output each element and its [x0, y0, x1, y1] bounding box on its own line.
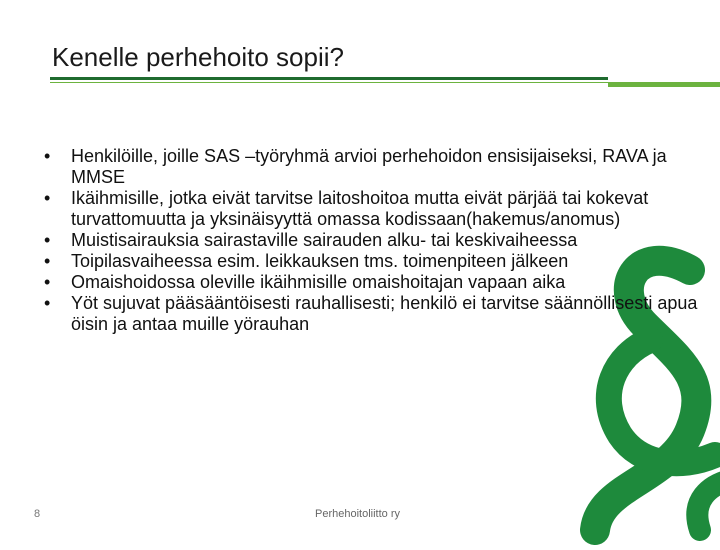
list-item [44, 272, 704, 293]
list-item [44, 188, 704, 230]
bullet-text: Henkilöille, joille SAS –työryhmä arvioi perhehoidon ensisijaiseksi, RAVA ja MMSE [71, 146, 667, 187]
title-underline [50, 77, 608, 80]
footer-text: Perhehoitoliitto ry [315, 508, 400, 520]
bullet-text: Yöt sujuvat pääsääntöisesti rauhallisesti; henkilö ei tarvitse säännöllisesti apua öisin ja antaa muille yörauhan [71, 293, 698, 334]
bullet-dot: • [44, 293, 51, 313]
page-number: 8 [34, 508, 41, 520]
list-item [44, 230, 704, 251]
bullet-dot: • [44, 230, 51, 250]
bullet-dot: • [44, 188, 51, 208]
list-item [44, 293, 704, 335]
list-item [44, 146, 704, 188]
bullet-dot: • [44, 272, 51, 292]
bullet-text: Toipilasvaiheessa esim. leikkauksen tms. toimenpiteen jälkeen [71, 251, 569, 271]
list-item [44, 251, 704, 272]
bullet-dot: • [44, 251, 51, 271]
bullet-text: Muistisairauksia sairastaville sairauden alku- tai keskivaiheessa [71, 230, 578, 250]
title-underline-accent-thick [608, 83, 720, 87]
bullet-text: Ikäihmisille, jotka eivät tarvitse laitoshoitoa mutta eivät pärjää tai kokevat turvattomuutta ja yksinäisyyttä omassa kodissaan(hakemus/anomus) [71, 188, 649, 229]
bullet-list [44, 146, 704, 335]
slide-title: Kenelle perhehoito sopii? [52, 42, 344, 72]
bullet-text: Omaishoidossa oleville ikäihmisille omaishoitajan vapaan aika [71, 272, 566, 292]
bullet-dot: • [44, 146, 51, 166]
